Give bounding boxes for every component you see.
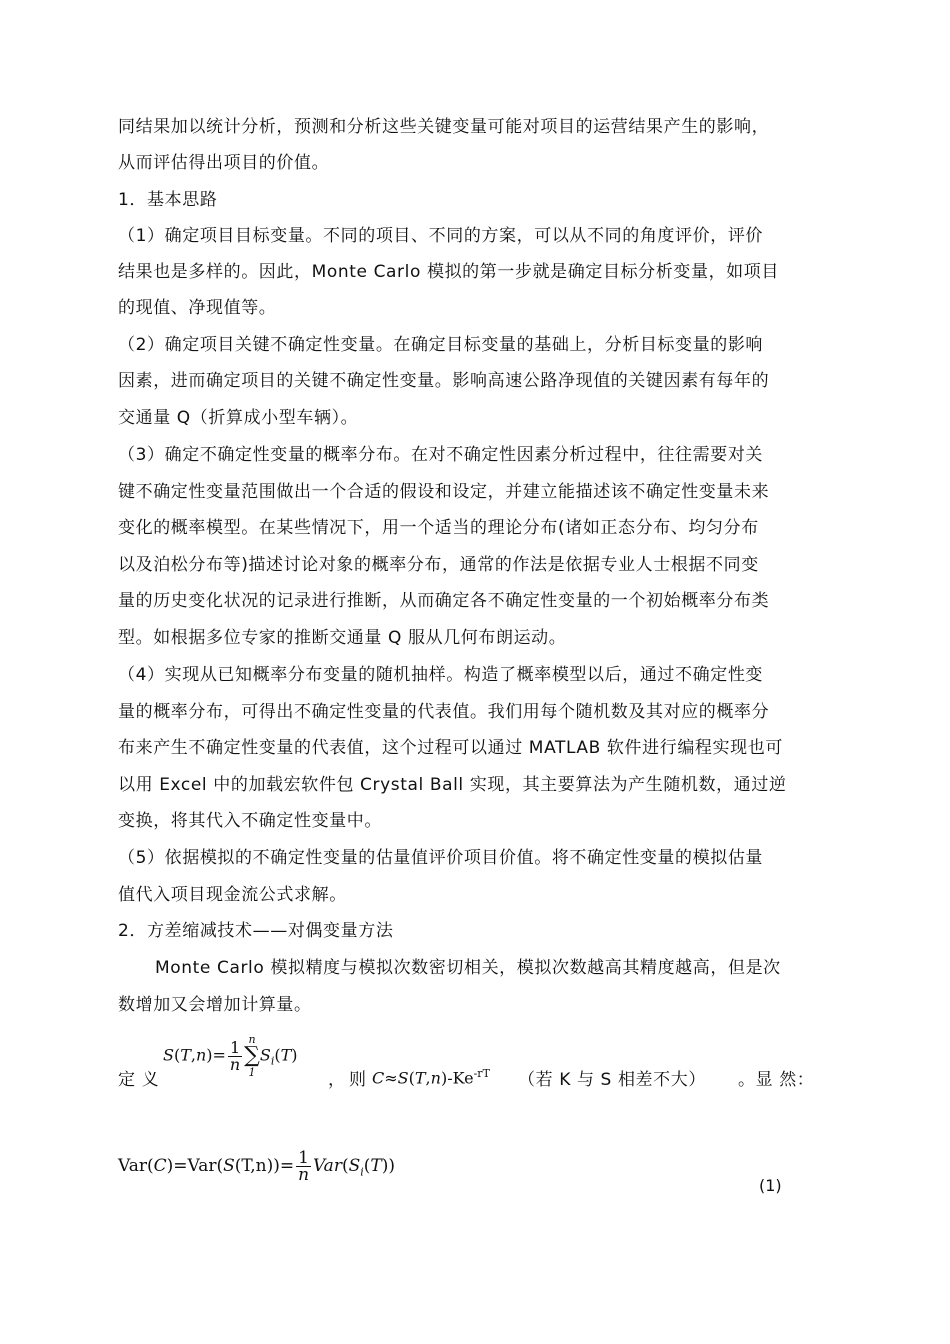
condition-note: （若 K 与 S 相差不大） [518,1070,706,1090]
comma: ， [328,1070,346,1090]
equation-number: (1) [759,1176,782,1195]
paragraph-line: （1）确定项目目标变量。不同的项目、不同的方案，可以从不同的角度评价，评价 [118,226,764,246]
paragraph-line: 结果也是多样的。因此，Monte Carlo 模拟的第一步就是确定目标分析变量，如项目 [118,262,779,282]
paragraph-line: （2）确定项目关键不确定性变量。在确定目标变量的基础上，分析目标变量的影响 [118,335,764,355]
paragraph-line: Monte Carlo 模拟精度与模拟次数密切相关，模拟次数越高其精度越高，但是次 [155,958,781,978]
paragraph-line: 从而评估得出项目的价值。 [118,153,330,173]
paragraph-line: 以用 Excel 中的加载宏软件包 Crystal Ball 实现，其主要算法为产生随机数，通过逆 [118,775,787,795]
paragraph-line: 交通量 Q（折算成小型车辆）。 [118,408,359,428]
paragraph-line: 值代入项目现金流公式求解。 [118,885,347,905]
obviously-label: 。显 然： [738,1070,815,1090]
paragraph-line: 因素，进而确定项目的关键不确定性变量。影响高速公路净现值的关键因素有每年的 [118,371,770,391]
paragraph-line: 型。如根据多位专家的推断交通量 Q 服从几何布朗运动。 [118,628,567,648]
paragraph-line: 变化的概率模型。在某些情况下，用一个适当的理论分布(诸如正态分布、均匀分布 [118,518,759,538]
paragraph-line: （3）确定不确定性变量的概率分布。在对不确定性因素分析过程中，往往需要对关 [118,445,764,465]
paragraph-line: （4）实现从已知概率分布变量的随机抽样。构造了概率模型以后，通过不确定性变 [118,665,764,685]
paragraph-line: 键不确定性变量范围做出一个合适的假设和设定，并建立能描述该不确定性变量未来 [118,482,770,502]
paragraph-line: 同结果加以统计分析，预测和分析这些关键变量可能对项目的运营结果产生的影响， [118,117,770,137]
then-label: 则 [349,1070,367,1090]
paragraph-line: 量的历史变化状况的记录进行推断，从而确定各不确定性变量的一个初始概率分布类 [118,591,770,611]
definition-lead: 定 义 [118,1070,160,1090]
paragraph-line: 量的概率分布，可得出不确定性变量的代表值。我们用每个随机数及其对应的概率分 [118,702,770,722]
paragraph-line: 以及泊松分布等)描述讨论对象的概率分布，通常的作法是依据专业人士根据不同变 [118,555,759,575]
section-heading: 1．基本思路 [118,190,218,210]
section-heading: 2．方差缩减技术——对偶变量方法 [118,921,394,941]
paragraph-line: 布来产生不确定性变量的代表值，这个过程可以通过 MATLAB 软件进行编程实现也可 [118,738,783,758]
paragraph-line: 的现值、净现值等。 [118,298,277,318]
formula-variance: Var(C)=Var(S(T,n))= $\frac{1}{n}$ $Var(S_i(T))$ [118,1148,396,1185]
paragraph-line: （5）依据模拟的不确定性变量的估量值评价项目价值。将不确定性变量的模拟估量 [118,848,764,868]
paragraph-line: 变换，将其代入不确定性变量中。 [118,811,382,831]
paragraph-line: 数增加又会增加计算量。 [118,995,312,1015]
formula-call-approx: $C\approx S(T,n)-Ke^{-rT}$ [372,1067,490,1088]
formula-definition: S(T,n)= $\frac{1}{n}$ n ∑ 1 $S_i(T)$ [163,1033,298,1079]
